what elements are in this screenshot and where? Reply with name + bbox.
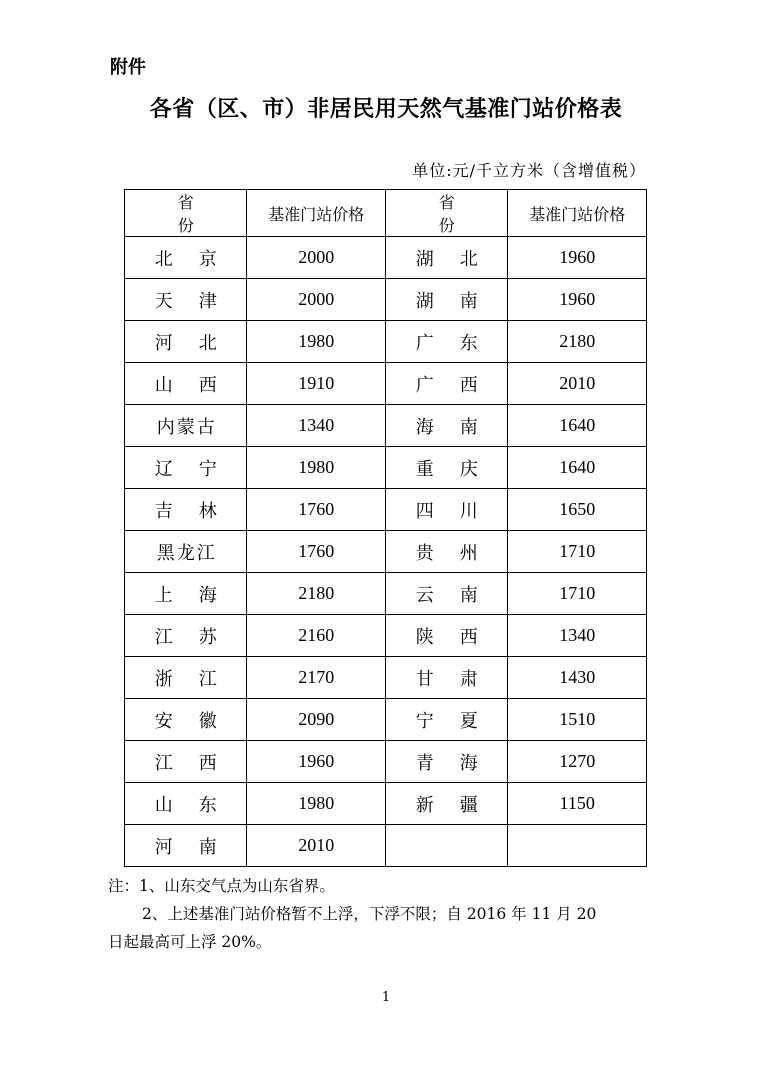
price-cell: 1710 [508,573,647,615]
province-cell: 海南 [385,405,507,447]
page-number: 1 [381,990,391,1005]
header-price-right: 基准门站价格 [508,190,647,237]
price-cell: 1650 [508,489,647,531]
province-cell: 贵州 [385,531,507,573]
province-cell: 湖北 [385,237,507,279]
price-cell: 2010 [247,825,386,867]
province-cell: 山东 [125,783,247,825]
table-row [125,363,647,405]
price-cell: 1640 [508,405,647,447]
province-cell: 广西 [385,363,507,405]
table-row [125,237,647,279]
province-cell: 辽宁 [125,447,247,489]
province-cell: 江苏 [125,615,247,657]
table-row [125,825,647,867]
price-cell: 1340 [247,405,386,447]
price-cell: 1640 [508,447,647,489]
price-cell: 1960 [508,279,647,321]
province-cell: 甘肃 [385,657,507,699]
price-cell [508,825,647,867]
price-cell: 1980 [247,447,386,489]
province-cell: 湖南 [385,279,507,321]
price-cell: 1760 [247,531,386,573]
table-row [125,321,647,363]
header-province-left: 省 份 [125,190,247,237]
table-row [125,573,647,615]
table-body [125,237,647,867]
price-cell: 2010 [508,363,647,405]
document-title: 各省（区、市）非居民用天然气基准门站价格表 [149,97,623,122]
province-cell: 黑龙江 [125,531,247,573]
table-row [125,405,647,447]
price-cell: 2180 [247,573,386,615]
table-row [125,783,647,825]
price-cell: 1960 [508,237,647,279]
province-cell [385,825,507,867]
price-cell: 2000 [247,237,386,279]
province-cell: 山西 [125,363,247,405]
table-header-row [125,190,647,237]
table-row [125,279,647,321]
price-cell: 1980 [247,321,386,363]
table-row [125,699,647,741]
unit-note: 单位:元/千立方米（含增值税） [412,161,646,180]
notes [108,872,668,956]
province-cell: 宁夏 [385,699,507,741]
price-cell: 2170 [247,657,386,699]
price-cell: 1710 [508,531,647,573]
province-cell: 河北 [125,321,247,363]
table-row [125,447,647,489]
province-cell: 上海 [125,573,247,615]
price-cell: 1510 [508,699,647,741]
price-cell: 2090 [247,699,386,741]
province-cell: 天津 [125,279,247,321]
note-1: 注：1、山东交气点为山东省界。 [108,877,335,895]
province-cell: 重庆 [385,447,507,489]
table-row [125,741,647,783]
price-cell: 1150 [508,783,647,825]
province-cell: 陕西 [385,615,507,657]
province-cell: 北京 [125,237,247,279]
province-cell: 浙江 [125,657,247,699]
table-row [125,531,647,573]
province-cell: 云南 [385,573,507,615]
table-row [125,615,647,657]
province-cell: 新疆 [385,783,507,825]
price-cell: 1760 [247,489,386,531]
province-cell: 吉林 [125,489,247,531]
header-province-right: 省 份 [385,190,507,237]
table-row [125,657,647,699]
header-price-left: 基准门站价格 [247,190,386,237]
province-cell: 内蒙古 [125,405,247,447]
price-cell: 1960 [247,741,386,783]
price-cell: 1340 [508,615,647,657]
table-row [125,489,647,531]
province-cell: 四川 [385,489,507,531]
province-cell: 安徽 [125,699,247,741]
price-cell: 1910 [247,363,386,405]
price-cell: 1270 [508,741,647,783]
attachment-label: 附件 [110,57,146,78]
province-cell: 广东 [385,321,507,363]
price-cell: 2180 [508,321,647,363]
province-cell: 河南 [125,825,247,867]
note-2-continued: 日起最高可上浮 20%。 [108,933,272,951]
province-cell: 江西 [125,741,247,783]
province-cell: 青海 [385,741,507,783]
price-cell: 2000 [247,279,386,321]
price-cell: 1430 [508,657,647,699]
price-table [124,189,647,867]
note-2: 2、上述基准门站价格暂不上浮，下浮不限；自 2016 年 11 月 20 [142,905,597,923]
price-cell: 2160 [247,615,386,657]
price-cell: 1980 [247,783,386,825]
